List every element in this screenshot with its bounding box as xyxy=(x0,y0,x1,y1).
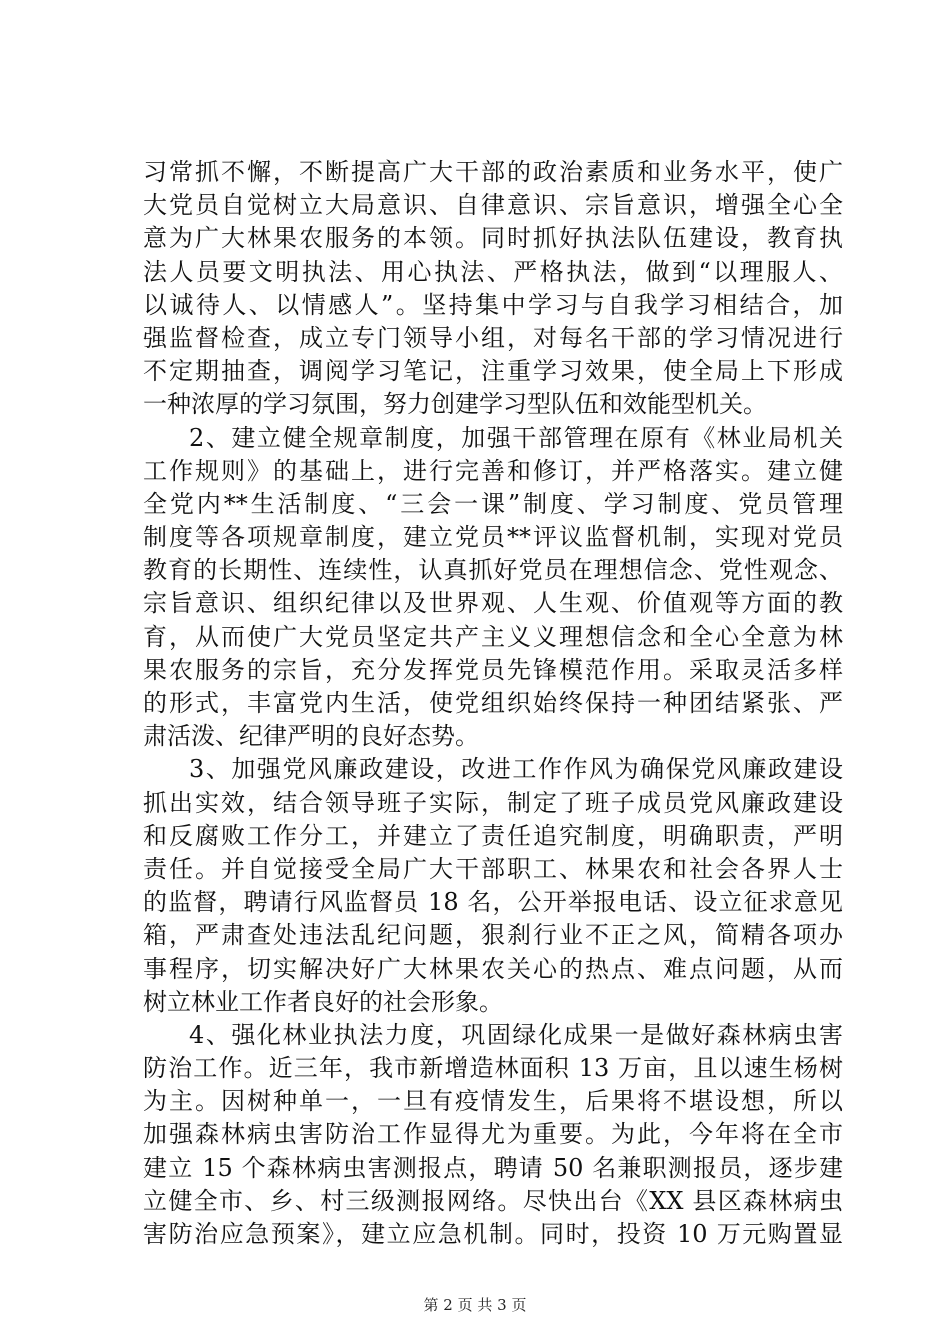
text-line: 意为广大林果农服务的本领。同时抓好执法队伍建设，教育执 xyxy=(143,224,843,253)
text-line: 以诚待人、以情感人”。坚持集中学习与自我学习相结合，加 xyxy=(143,290,843,319)
text-line: 为主。因树种单一，一旦有疫情发生，后果将不堪设想，所以 xyxy=(143,1087,843,1116)
text-line: 肃活泼、纪律严明的良好态势。 xyxy=(143,722,479,751)
text-line: 4、强化林业执法力度，巩固绿化成果一是做好森林病虫害 xyxy=(189,1020,843,1049)
document-body xyxy=(143,156,843,1251)
text-line: 害防治应急预案》，建立应急机制。同时，投资 10 万元购置显 xyxy=(143,1220,843,1248)
text-line: 责任。并自觉接受全局广大干部职工、林果农和社会各界人士 xyxy=(143,854,843,883)
text-line: 的形式，丰富党内生活，使党组织始终保持一种团结紧张、严 xyxy=(143,689,843,717)
text-line: 强监督检查，成立专门领导小组，对每名干部的学习情况进行 xyxy=(143,323,843,352)
page-footer xyxy=(0,1294,950,1315)
paragraph-4 xyxy=(143,1019,843,1251)
page-number: 第 2 页 共 3 页 xyxy=(423,1296,527,1314)
text-line: 加强森林病虫害防治工作显得尤为重要。为此，今年将在全市 xyxy=(143,1120,843,1149)
text-line: 事程序，切实解决好广大林果农关心的热点、难点问题，从而 xyxy=(143,954,843,983)
text-line: 建立 15 个森林病虫害测报点，聘请 50 名兼职测报员，逐步建 xyxy=(143,1153,843,1182)
text-line: 抓出实效，结合领导班子实际，制定了班子成员党风廉政建设 xyxy=(143,788,843,817)
text-line: 树立林业工作者良好的社会形象。 xyxy=(143,987,503,1016)
text-line: 宗旨意识、组织纪律以及世界观、人生观、价值观等方面的教 xyxy=(143,589,843,618)
text-line: 2、建立健全规章制度，加强干部管理在原有《林业局机关 xyxy=(189,423,843,452)
text-line: 制度等各项规章制度，建立党员**评议监督机制，实现对党员 xyxy=(143,523,843,552)
text-line: 防治工作。近三年，我市新增造林面积 13 万亩，且以速生杨树 xyxy=(143,1054,843,1083)
paragraph-1 xyxy=(143,156,843,422)
text-line: 育，从而使广大党员坚定共产主义义理想信念和全心全意为林 xyxy=(143,622,843,651)
text-line: 不定期抽查，调阅学习笔记，注重学习效果，使全局上下形成 xyxy=(143,357,843,386)
paragraph-3 xyxy=(143,753,843,1019)
text-line: 教育的长期性、连续性，认真抓好党员在理想信念、党性观念、 xyxy=(143,556,843,585)
text-line: 法人员要文明执法、用心执法、严格执法，做到“以理服人、 xyxy=(143,257,843,286)
text-line: 的监督，聘请行风监督员 18 名，公开举报电话、设立征求意见 xyxy=(143,888,843,917)
text-line: 立健全市、乡、村三级测报网络。尽快出台《XX 县区森林病虫 xyxy=(143,1186,843,1215)
text-line: 工作规则》的基础上，进行完善和修订，并严格落实。建立健 xyxy=(143,456,843,485)
text-line: 一种浓厚的学习氛围，努力创建学习型队伍和效能型机关。 xyxy=(143,390,767,419)
text-line: 3、加强党风廉政建设，改进工作作风为确保党风廉政建设 xyxy=(189,755,843,784)
text-line: 果农服务的宗旨，充分发挥党员先锋模范作用。采取灵活多样 xyxy=(143,655,843,684)
paragraph-2 xyxy=(143,422,843,754)
text-line: 和反腐败工作分工，并建立了责任追究制度，明确职责，严明 xyxy=(143,821,843,850)
text-line: 箱，严肃查处违法乱纪问题，狠刹行业不正之风，简精各项办 xyxy=(143,921,843,950)
text-line: 全党内**生活制度、“三会一课”制度、学习制度、党员管理 xyxy=(143,489,843,518)
text-line: 大党员自觉树立大局意识、自律意识、宗旨意识，增强全心全 xyxy=(143,191,843,220)
text-line: 习常抓不懈，不断提高广大干部的政治素质和业务水平，使广 xyxy=(143,158,843,186)
